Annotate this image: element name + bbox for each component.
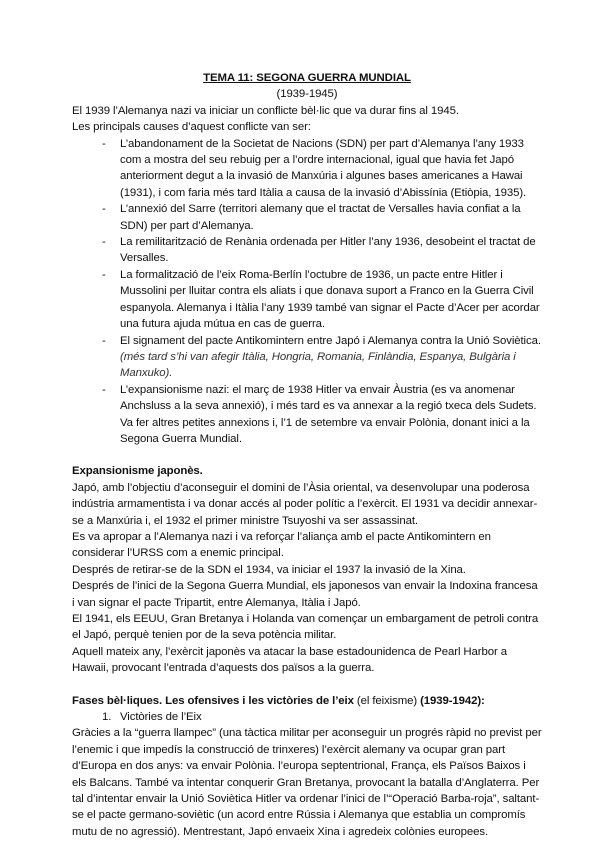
cause-text: El signament del pacte Antikomintern entre Japó i Alemanya contra la Unió Soviètica.: [120, 334, 541, 347]
document-title: TEMA 11: SEGONA GUERRA MUNDIAL: [203, 72, 411, 84]
japan-paragraph: Aquell mateix any, l’exèrcit japonès va atacar la base estadounidenca de Pearl Harbor a Hawaii, provocant l’entrada d’aquests dos països a la guerra.: [72, 645, 507, 675]
intro-paragraph: El 1939 l’Alemanya nazi va iniciar un conflicte bèl·lic que va durar fins al 1945.: [72, 104, 459, 117]
japan-paragraph: Després de retirar-se de la SDN el 1934, va iniciar el 1937 la invasió de la Xina.: [72, 563, 466, 576]
cause-text: L’expansionisme nazi: el març de 1938 Hitler va envair Àustria (es va anomenar Anchsluss a la seva annexió), i més tard es va annexar a la regió txeca dels Sudets. Va fer altres petites annexions i, l’1 de setembre va envair Polònia, donant inici a la Segona Guerra Mundial.: [120, 383, 537, 445]
causes-heading: Les principals causes d’aquest conflicte van ser:: [72, 121, 311, 134]
japan-paragraph: Després de l’inici de la Segona Guerra Mundial, els japonesos van envair la Indoxina francesa i van signar el pacte Tripartit, entre Alemanya, Itàlia i Japó.: [72, 580, 538, 609]
phases-item-number: 1.: [102, 711, 112, 724]
phases-list: [72, 709, 542, 725]
japan-paragraph: Es va apropar a l’Alemanya nazi i va reforçar l’aliança amb el pacte Antikomintern en considerar l’URSS com a enemic principal.: [72, 530, 491, 560]
cause-text: L’annexió del Sarre (territori alemany que el tractat de Versalles havia confiat a la SDN) per part d’Alemanya.: [120, 203, 521, 232]
cause-item: [102, 267, 542, 333]
phases-heading-main: Fases bèl·liques. Les ofensives i les victòries de l’eix: [72, 694, 354, 707]
document-dates: (1939-1945): [276, 88, 338, 101]
document-page: [72, 70, 542, 840]
cause-item: [102, 201, 542, 234]
japan-heading: Expansionisme japonès.: [72, 465, 203, 478]
phases-heading-dates: (1939-1942):: [420, 694, 485, 707]
cause-item: [102, 333, 542, 382]
cause-item: [102, 234, 542, 267]
cause-text: La formalització de l’eix Roma-Berlín l’octubre de 1936, un pacte entre Hitler i Mussolini per lluitar contra els aliats i que donava suport a Franco en la Guerra Civil espanyola. Alemanya i Itàlia l’any 1939 també van signar el Pacte d’Acer per acordar una futura ajuda mútua en cas de guerra.: [120, 268, 540, 331]
japan-paragraph: Japó, amb l’objectiu d’aconseguir el domini de l’Àsia oriental, va desenvolupar una poderosa indústria armamentista i va donar accés al poder polític a l’exèrcit. El 1931 va decidir annexar-se a Manxúria i, el 1932 el primer ministre Tsuyoshi va ser assassinat.: [72, 481, 538, 527]
phases-heading-note: (el feixisme): [356, 694, 418, 707]
phases-item-label: Victòries de l’Eix: [120, 711, 202, 724]
phases-item: [102, 709, 542, 725]
causes-list: [72, 136, 542, 448]
cause-item: [102, 136, 542, 202]
phases-body: Gràcies a la “guerra llampec” (una tàctica militar per aconseguir un progrés ràpid no previst per l’enemic i que impedís la construcció de trinxeres) l’exèrcit alemany va ocupar gran part d’Europa en dos anys: va envair Polònia. l’europa septentrional, França, els Països Baixos i els Balcans. També va intentar conquerir Gran Bretanya, provocant la batalla d’Anglaterra. Per tal d’intentar envair la Unió Soviètica Hitler va ordenar l’inici de l’“Operació Barba-roja”, saltant-se el pacte germano-soviètic (un acord entre Rússia i Alemanya que establia un compromís mutu de no agressió). Mentrestant, Japó envaeix Xina i agredeix colònies europees.: [72, 727, 542, 838]
cause-text: L’abandonament de la Societat de Nacions (SDN) per part d’Alemanya l’any 1933 com a mostra del seu rebuig per a l’ordre internacional, igual que havia fet Japó anteriorment degut a la invasió de Manxúria i algunes bases americanes a Hawai (1931), i com faria més tard Itàlia a causa de la invasió d’Abissínia (Etiòpia, 1935).: [120, 137, 527, 199]
cause-item: [102, 382, 542, 448]
phases-heading: [72, 693, 542, 709]
cause-text: La remilitarització de Renània ordenada per Hitler l’any 1936, desobeint el tractat de Versalles.: [120, 236, 536, 265]
cause-note: (més tard s’hi van afegir Itàlia, Hongria, Romania, Finlàndia, Espanya, Bulgària i Manxuko).: [120, 350, 516, 380]
japan-paragraph: El 1941, els EEUU, Gran Bretanya i Holanda van començar un embargament de petroli contra el Japó, perquè tenien por de la seva potència militar.: [72, 613, 539, 642]
